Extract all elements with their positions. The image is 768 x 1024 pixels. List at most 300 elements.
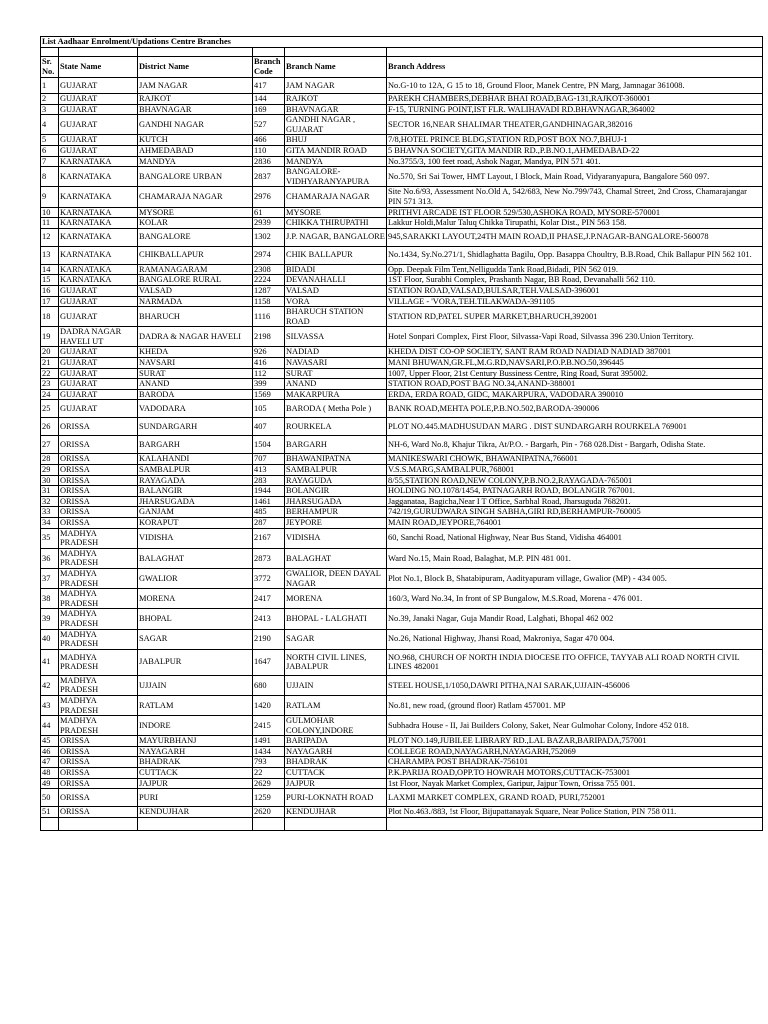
table-row — [41, 207, 763, 218]
cell-branch-address: STATION ROAD,VALSAD,BULSAR,TEH.VALSAD-396001 — [387, 285, 763, 296]
cell-state: KARNATAKA — [59, 156, 138, 167]
cell-branch-name: JAJPUR — [285, 778, 387, 789]
cell-state: ORISSA — [59, 454, 138, 465]
cell-state: ORISSA — [59, 746, 138, 757]
cell-sr-no: 7 — [41, 156, 59, 167]
table-row — [41, 757, 763, 768]
cell-branch-name: SAMBALPUR — [285, 465, 387, 476]
cell-branch-code: 466 — [253, 135, 285, 146]
cell-district: BHOPAL — [138, 609, 253, 629]
cell-district: RAJKOT — [138, 94, 253, 105]
cell-sr-no: 17 — [41, 296, 59, 307]
cell-branch-address: 60, Sanchi Road, National Highway, Near Bus Stand, Vidisha 464001 — [387, 528, 763, 548]
cell-branch-address: Plot No.1, Block B, Shatabipuram, Aadityapuram village, Gwalior (MP) - 434 005. — [387, 568, 763, 588]
cell-sr-no: 13 — [41, 246, 59, 264]
cell-sr-no: 36 — [41, 548, 59, 568]
cell-branch-name: BOLANGIR — [285, 486, 387, 497]
sheet-title: List Aadhaar Enrolment/Updations Centre Branches — [41, 37, 763, 48]
cell-branch-code: 169 — [253, 104, 285, 115]
table-row — [41, 218, 763, 229]
cell-state: ORISSA — [59, 778, 138, 789]
cell-branch-code: 1287 — [253, 285, 285, 296]
cell-branch-name: BARIPADA — [285, 736, 387, 747]
cell-sr-no: 15 — [41, 275, 59, 286]
cell-branch-name: VORA — [285, 296, 387, 307]
cell-state: GUJARAT — [59, 135, 138, 146]
cell-branch-code: 793 — [253, 757, 285, 768]
cell-branch-code: 413 — [253, 465, 285, 476]
blank-row — [41, 48, 763, 57]
table-row — [41, 649, 763, 675]
cell-branch-name: JEYPORE — [285, 518, 387, 529]
cell-district: AHMEDABAD — [138, 145, 253, 156]
cell-state: GUJARAT — [59, 145, 138, 156]
table-row — [41, 78, 763, 94]
cell-branch-address: Jagganataa, Bagicha,Near I T Office, Sarbhal Road, Jharsuguda 768201. — [387, 496, 763, 507]
table-row — [41, 736, 763, 747]
cell-sr-no: 3 — [41, 104, 59, 115]
spreadsheet-page — [40, 36, 762, 831]
cell-district: NAYAGARH — [138, 746, 253, 757]
cell-branch-name: GULMOHAR COLONY,INDORE — [285, 716, 387, 736]
cell-district: VADODARA — [138, 400, 253, 418]
cell-sr-no: 39 — [41, 609, 59, 629]
cell-state: MADHYA PRADESH — [59, 548, 138, 568]
cell-branch-name: CHIKKA THIRUPATHI — [285, 218, 387, 229]
cell-branch-address: 742/19,GURUDWARA SINGH SABHA,GIRI RD,BERHAMPUR-760005 — [387, 507, 763, 518]
cell-state: KARNATAKA — [59, 228, 138, 246]
cell-branch-code: 1420 — [253, 695, 285, 715]
cell-sr-no: 26 — [41, 418, 59, 436]
cell-state: ORISSA — [59, 736, 138, 747]
cell-sr-no: 49 — [41, 778, 59, 789]
cell-branch-code: 1504 — [253, 436, 285, 454]
cell-state: ORISSA — [59, 496, 138, 507]
cell-state: GUJARAT — [59, 389, 138, 400]
cell-state: MADHYA PRADESH — [59, 589, 138, 609]
cell-district: KORAPUT — [138, 518, 253, 529]
cell-district: GANJAM — [138, 507, 253, 518]
cell-sr-no: 2 — [41, 94, 59, 105]
cell-branch-code: 1491 — [253, 736, 285, 747]
table-row — [41, 145, 763, 156]
cell-branch-address: PAREKH CHAMBERS,DEBHAR BHAI ROAD,BAG-131,RAJKOT-360001 — [387, 94, 763, 105]
table-row — [41, 115, 763, 135]
cell-district: BANGALORE RURAL — [138, 275, 253, 286]
cell-branch-name: UJJAIN — [285, 675, 387, 695]
cell-branch-address: Subhadra House - II, Jai Builders Colony, Saket, Near Gulmohar Colony, Indore 452 018. — [387, 716, 763, 736]
cell-branch-name: BHARUCH STATION ROAD — [285, 307, 387, 327]
cell-branch-name: BHAVNAGAR — [285, 104, 387, 115]
cell-sr-no: 47 — [41, 757, 59, 768]
cell-branch-address: Opp. Deepak Film Tent,Nelligudda Tank Road,Bidadi, PIN 562 019. — [387, 264, 763, 275]
cell-branch-code: 2873 — [253, 548, 285, 568]
cell-district: VIDISHA — [138, 528, 253, 548]
table-row — [41, 94, 763, 105]
cell-state: ORISSA — [59, 475, 138, 486]
cell-sr-no: 44 — [41, 716, 59, 736]
table-row — [41, 716, 763, 736]
cell-sr-no: 6 — [41, 145, 59, 156]
table-row — [41, 436, 763, 454]
cell-branch-address: 1st Floor, Nayak Market Complex, Garipur, Jajpur Town, Orissa 755 001. — [387, 778, 763, 789]
cell-branch-name: NORTH CIVIL LINES, JABALPUR — [285, 649, 387, 675]
cell-branch-code: 22 — [253, 768, 285, 779]
cell-branch-name: RATLAM — [285, 695, 387, 715]
table-row — [41, 379, 763, 390]
cell-branch-name: MAKARPURA — [285, 389, 387, 400]
cell-branch-name: JHARSUGADA — [285, 496, 387, 507]
cell-district: NARMADA — [138, 296, 253, 307]
cell-branch-address: MANI BHUWAN,GR.FL,M.G.RD,NAVSARI,P.O.P.B.NO.50,396445 — [387, 358, 763, 369]
cell-district: MYSORE — [138, 207, 253, 218]
cell-branch-address: No.39, Janaki Nagar, Guja Mandir Road, Lalghati, Bhopal 462 002 — [387, 609, 763, 629]
table-row — [41, 746, 763, 757]
cell-branch-code: 2836 — [253, 156, 285, 167]
cell-state: KARNATAKA — [59, 218, 138, 229]
table-row — [41, 465, 763, 476]
cell-state: KARNATAKA — [59, 187, 138, 207]
table-row — [41, 528, 763, 548]
cell-district: RATLAM — [138, 695, 253, 715]
cell-sr-no: 35 — [41, 528, 59, 548]
cell-district: KHEDA — [138, 347, 253, 358]
cell-branch-code: 527 — [253, 115, 285, 135]
cell-branch-code: 1302 — [253, 228, 285, 246]
cell-district: KOLAR — [138, 218, 253, 229]
cell-sr-no: 38 — [41, 589, 59, 609]
table-row — [41, 548, 763, 568]
cell-sr-no: 16 — [41, 285, 59, 296]
header-row — [41, 57, 763, 78]
cell-branch-code: 1259 — [253, 789, 285, 807]
cell-branch-code: 110 — [253, 145, 285, 156]
cell-state: ORISSA — [59, 768, 138, 779]
cell-branch-code: 2308 — [253, 264, 285, 275]
table-row — [41, 135, 763, 146]
cell-branch-code: 61 — [253, 207, 285, 218]
cell-branch-address: V.S.S.MARG,SAMBALPUR,768001 — [387, 465, 763, 476]
cell-state: ORISSA — [59, 436, 138, 454]
cell-branch-name: VIDISHA — [285, 528, 387, 548]
table-row — [41, 768, 763, 779]
cell-sr-no: 28 — [41, 454, 59, 465]
cell-district: RAYAGADA — [138, 475, 253, 486]
cell-branch-name: SURAT — [285, 368, 387, 379]
cell-sr-no: 27 — [41, 436, 59, 454]
cell-branch-address: No.570, Sri Sai Tower, HMT Layout, I Block, Main Road, Vidyaranyapura, Bangalore 560 097. — [387, 167, 763, 187]
cell-branch-address: PRITHVI ARCADE IST FLOOR 529/530,ASHOKA ROAD, MYSORE-570001 — [387, 207, 763, 218]
cell-branch-name: BIDADI — [285, 264, 387, 275]
cell-state: DADRA NAGAR HAVELI UT — [59, 327, 138, 347]
cell-district: GANDHI NAGAR — [138, 115, 253, 135]
cell-sr-no: 50 — [41, 789, 59, 807]
cell-sr-no: 8 — [41, 167, 59, 187]
cell-district: JABALPUR — [138, 649, 253, 675]
cell-state: GUJARAT — [59, 368, 138, 379]
cell-state: ORISSA — [59, 486, 138, 497]
cell-state: GUJARAT — [59, 379, 138, 390]
table-row — [41, 568, 763, 588]
branches-table — [40, 36, 763, 831]
cell-branch-name: RAYAGUDA — [285, 475, 387, 486]
cell-branch-name: BALAGHAT — [285, 548, 387, 568]
cell-district: UJJAIN — [138, 675, 253, 695]
table-row — [41, 418, 763, 436]
cell-state: GUJARAT — [59, 78, 138, 94]
cell-district: SAMBALPUR — [138, 465, 253, 476]
cell-branch-name: BANGALORE-VIDHYARANYAPURA — [285, 167, 387, 187]
cell-branch-name: GWALIOR, DEEN DAYAL NAGAR — [285, 568, 387, 588]
cell-branch-code: 1944 — [253, 486, 285, 497]
cell-state: ORISSA — [59, 418, 138, 436]
cell-sr-no: 25 — [41, 400, 59, 418]
cell-district: BHADRAK — [138, 757, 253, 768]
cell-branch-address: 7/8,HOTEL PRINCE BLDG,STATION RD,POST BOX NO.7,BHUJ-1 — [387, 135, 763, 146]
col-header-branch-name: Branch Name — [285, 57, 387, 78]
cell-branch-address: No.G-10 to 12A, G 15 to 18, Ground Floor, Manek Centre, PN Marg, Jamnagar 361008. — [387, 78, 763, 94]
cell-branch-address: LAXMI MARKET COMPLEX, GRAND ROAD, PURI,752001 — [387, 789, 763, 807]
table-row — [41, 307, 763, 327]
title-row — [41, 37, 763, 48]
cell-branch-name: NAYAGARH — [285, 746, 387, 757]
cell-branch-name: BHAWANIPATNA — [285, 454, 387, 465]
cell-branch-code: 1116 — [253, 307, 285, 327]
cell-sr-no: 9 — [41, 187, 59, 207]
cell-district: BANGALORE URBAN — [138, 167, 253, 187]
cell-district: BANGALORE — [138, 228, 253, 246]
cell-district: BALAGHAT — [138, 548, 253, 568]
table-row — [41, 275, 763, 286]
cell-state: ORISSA — [59, 465, 138, 476]
cell-state: ORISSA — [59, 518, 138, 529]
table-row — [41, 518, 763, 529]
cell-branch-code: 485 — [253, 507, 285, 518]
cell-sr-no: 24 — [41, 389, 59, 400]
cell-district: KUTCH — [138, 135, 253, 146]
cell-sr-no: 33 — [41, 507, 59, 518]
cell-district: MANDYA — [138, 156, 253, 167]
cell-state: KARNATAKA — [59, 246, 138, 264]
table-row — [41, 609, 763, 629]
cell-branch-name: MYSORE — [285, 207, 387, 218]
table-row — [41, 156, 763, 167]
cell-sr-no: 22 — [41, 368, 59, 379]
cell-district: JHARSUGADA — [138, 496, 253, 507]
cell-branch-address: KHEDA DIST CO-OP SOCIETY, SANT RAM ROAD NADIAD NADIAD 387001 — [387, 347, 763, 358]
cell-branch-address: 1007, Upper Floor, 21st Century Bussiness Centre, Ring Road, Surat 395002. — [387, 368, 763, 379]
col-header-sr-no: Sr. No. — [41, 57, 59, 78]
col-header-branch-address: Branch Address — [387, 57, 763, 78]
cell-branch-address: HOLDING NO.1078/1454, PATNAGARH ROAD, BOLANGIR 767001. — [387, 486, 763, 497]
cell-state: MADHYA PRADESH — [59, 629, 138, 649]
cell-branch-name: BARODA ( Metha Pole ) — [285, 400, 387, 418]
cell-branch-address: STATION ROAD,POST BAG NO.34,ANAND-388001 — [387, 379, 763, 390]
cell-branch-code: 283 — [253, 475, 285, 486]
cell-branch-code: 416 — [253, 358, 285, 369]
cell-branch-name: NADIAD — [285, 347, 387, 358]
cell-district: BARODA — [138, 389, 253, 400]
cell-state: MADHYA PRADESH — [59, 695, 138, 715]
cell-state: MADHYA PRADESH — [59, 716, 138, 736]
cell-branch-address: No.26, National Highway, Jhansi Road, Makroniya, Sagar 470 004. — [387, 629, 763, 649]
cell-district: KENDUJHAR — [138, 807, 253, 818]
cell-district: DADRA & NAGAR HAVELI — [138, 327, 253, 347]
cell-branch-code: 926 — [253, 347, 285, 358]
cell-branch-name: J.P. NAGAR, BANGALORE — [285, 228, 387, 246]
cell-branch-code: 1461 — [253, 496, 285, 507]
cell-sr-no: 1 — [41, 78, 59, 94]
cell-state: GUJARAT — [59, 296, 138, 307]
cell-branch-address: 945,SARAKKI LAYOUT,24TH MAIN ROAD,II PHASE,J.P.NAGAR-BANGALORE-560078 — [387, 228, 763, 246]
table-row — [41, 327, 763, 347]
cell-branch-address: PLOT NO.445.MADHUSUDAN MARG . DIST SUNDARGARH ROURKELA 769001 — [387, 418, 763, 436]
cell-branch-code: 2417 — [253, 589, 285, 609]
cell-state: GUJARAT — [59, 358, 138, 369]
table-row — [41, 187, 763, 207]
cell-branch-code: 407 — [253, 418, 285, 436]
table-row — [41, 285, 763, 296]
cell-state: KARNATAKA — [59, 207, 138, 218]
cell-state: GUJARAT — [59, 347, 138, 358]
cell-district: MORENA — [138, 589, 253, 609]
cell-sr-no: 42 — [41, 675, 59, 695]
cell-branch-address: MAIN ROAD,JEYPORE,764001 — [387, 518, 763, 529]
table-row — [41, 228, 763, 246]
cell-branch-name: CHAMARAJA NAGAR — [285, 187, 387, 207]
cell-district: SAGAR — [138, 629, 253, 649]
col-header-state-name: State Name — [59, 57, 138, 78]
cell-sr-no: 14 — [41, 264, 59, 275]
table-row — [41, 629, 763, 649]
cell-sr-no: 45 — [41, 736, 59, 747]
cell-branch-address: NO.968, CHURCH OF NORTH INDIA DIOCESE ITO OFFICE, TAYYAB ALI ROAD NORTH CIVIL LINES 482001 — [387, 649, 763, 675]
cell-sr-no: 10 — [41, 207, 59, 218]
table-row — [41, 589, 763, 609]
cell-district: PURI — [138, 789, 253, 807]
table-row — [41, 675, 763, 695]
cell-state: MADHYA PRADESH — [59, 649, 138, 675]
cell-branch-address: Ward No.15, Main Road, Balaghat, M.P. PIN 481 001. — [387, 548, 763, 568]
cell-branch-address: CHARAMPA POST BHADRAK-756101 — [387, 757, 763, 768]
cell-branch-code: 1158 — [253, 296, 285, 307]
cell-branch-name: JAM NAGAR — [285, 78, 387, 94]
cell-branch-code: 2629 — [253, 778, 285, 789]
cell-district: RAMANAGARAM — [138, 264, 253, 275]
cell-sr-no: 46 — [41, 746, 59, 757]
table-row — [41, 695, 763, 715]
cell-branch-address: Plot No.463./883, !st Floor, Bijupattanayak Square, Near Police Station, PIN 758 011. — [387, 807, 763, 818]
cell-branch-name: BHOPAL - LALGHATI — [285, 609, 387, 629]
cell-branch-name: GITA MANDIR ROAD — [285, 145, 387, 156]
cell-branch-code: 1569 — [253, 389, 285, 400]
cell-branch-name: ANAND — [285, 379, 387, 390]
cell-sr-no: 40 — [41, 629, 59, 649]
cell-sr-no: 34 — [41, 518, 59, 529]
cell-district: ANAND — [138, 379, 253, 390]
cell-state: ORISSA — [59, 807, 138, 818]
table-row — [41, 358, 763, 369]
table-row — [41, 246, 763, 264]
cell-branch-address: Hotel Sonpari Complex, First Floor, Silvassa-Vapi Road, Silvassa 396 230.Union Territory. — [387, 327, 763, 347]
cell-branch-name: RAJKOT — [285, 94, 387, 105]
cell-district: CHIKBALLAPUR — [138, 246, 253, 264]
cell-branch-address: F-15, TURNING POINT,IST FLR. WALIHAVADI RD.BHAVNAGAR,364002 — [387, 104, 763, 115]
cell-branch-name: NAVASARI — [285, 358, 387, 369]
cell-branch-name: MANDYA — [285, 156, 387, 167]
cell-branch-address: BANK ROAD,MEHTA POLE,P.B.NO.502,BARODA-390006 — [387, 400, 763, 418]
cell-branch-code: 707 — [253, 454, 285, 465]
cell-branch-name: DEVANAHALLI — [285, 275, 387, 286]
cell-branch-code: 1434 — [253, 746, 285, 757]
cell-branch-code: 2974 — [253, 246, 285, 264]
cell-district: NAVSARI — [138, 358, 253, 369]
cell-branch-name: SILVASSA — [285, 327, 387, 347]
cell-branch-address: 5 BHAVNA SOCIETY,GITA MANDIR RD.,P.B.NO.1,AHMEDABAD-22 — [387, 145, 763, 156]
cell-sr-no: 32 — [41, 496, 59, 507]
cell-state: GUJARAT — [59, 115, 138, 135]
cell-branch-code: 2620 — [253, 807, 285, 818]
cell-branch-code: 417 — [253, 78, 285, 94]
cell-sr-no: 18 — [41, 307, 59, 327]
cell-branch-code: 287 — [253, 518, 285, 529]
table-row — [41, 347, 763, 358]
cell-sr-no: 19 — [41, 327, 59, 347]
table-row — [41, 368, 763, 379]
cell-branch-address: 8/55,STATION ROAD,NEW COLONY,P.B.NO.2,RAYAGADA-765001 — [387, 475, 763, 486]
cell-sr-no: 41 — [41, 649, 59, 675]
table-row — [41, 264, 763, 275]
cell-state: ORISSA — [59, 757, 138, 768]
cell-branch-address: Lakkur Holdi,Malur Taluq Chikka Tirupathi, Kolar Dist., PIN 563 158. — [387, 218, 763, 229]
blank-row — [41, 817, 763, 830]
cell-state: ORISSA — [59, 507, 138, 518]
cell-district: CHAMARAJA NAGAR — [138, 187, 253, 207]
cell-district: BHAVNAGAR — [138, 104, 253, 115]
cell-branch-name: KENDUJHAR — [285, 807, 387, 818]
table-row — [41, 475, 763, 486]
cell-branch-name: ROURKELA — [285, 418, 387, 436]
cell-branch-address: No.1434, Sy.No.271/1, Shidlaghatta Bagilu, Opp. Basappa Choultry, B.B.Road, Chik Ballapur PIN 562 101. — [387, 246, 763, 264]
cell-district: BHARUCH — [138, 307, 253, 327]
cell-branch-code: 2976 — [253, 187, 285, 207]
cell-branch-code: 2190 — [253, 629, 285, 649]
cell-sr-no: 11 — [41, 218, 59, 229]
cell-branch-address: 160/3, Ward No.34, In front of SP Bungalow, M.S.Road, Morena - 476 001. — [387, 589, 763, 609]
cell-state: KARNATAKA — [59, 167, 138, 187]
cell-sr-no: 21 — [41, 358, 59, 369]
cell-district: JAM NAGAR — [138, 78, 253, 94]
cell-branch-name: PURI-LOKNATH ROAD — [285, 789, 387, 807]
cell-branch-address: MANIKESWARI CHOWK, BHAWANIPATNA,766001 — [387, 454, 763, 465]
cell-state: GUJARAT — [59, 94, 138, 105]
cell-branch-name: VALSAD — [285, 285, 387, 296]
cell-sr-no: 12 — [41, 228, 59, 246]
cell-state: MADHYA PRADESH — [59, 528, 138, 548]
cell-state: GUJARAT — [59, 104, 138, 115]
cell-branch-address: SECTOR 16,NEAR SHALIMAR THEATER,GANDHINAGAR,382016 — [387, 115, 763, 135]
cell-branch-address: STEEL HOUSE,1/1050,DAWRI PITHA,NAI SARAK,UJJAIN-456006 — [387, 675, 763, 695]
cell-branch-name: BERHAMPUR — [285, 507, 387, 518]
cell-sr-no: 48 — [41, 768, 59, 779]
cell-sr-no: 37 — [41, 568, 59, 588]
cell-branch-code: 2939 — [253, 218, 285, 229]
cell-branch-name: BHUJ — [285, 135, 387, 146]
cell-sr-no: 4 — [41, 115, 59, 135]
cell-branch-code: 2413 — [253, 609, 285, 629]
cell-branch-name: CUTTACK — [285, 768, 387, 779]
cell-branch-name: CHIK BALLAPUR — [285, 246, 387, 264]
